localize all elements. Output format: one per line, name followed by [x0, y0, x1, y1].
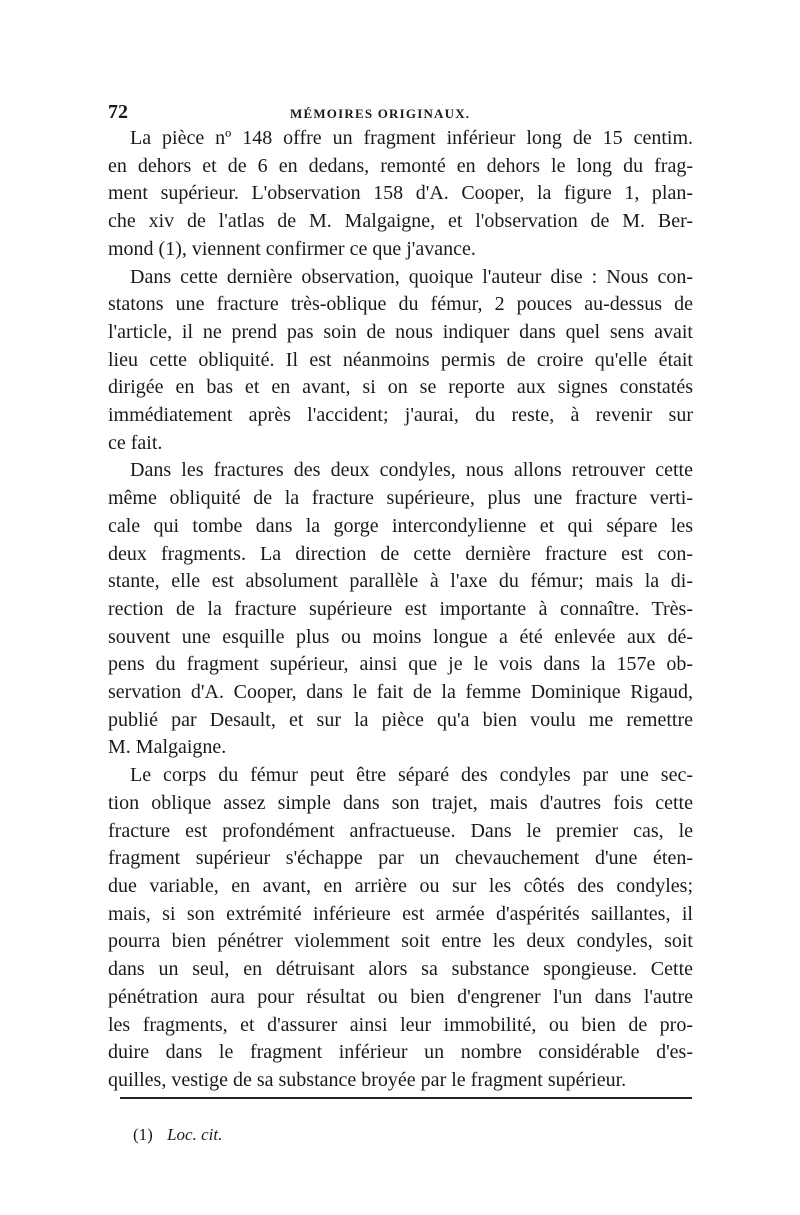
- text-line: La pièce nº 148 offre un fragment inférieur long de 15 centim.: [130, 127, 693, 149]
- running-head: [108, 95, 693, 121]
- body-text: [108, 125, 693, 1095]
- text-line: ce fait.: [108, 431, 163, 454]
- text-line: due variable, en avant, en arrière ou sur les côtés des condyles;: [108, 874, 693, 897]
- text-line: pourra bien pénétrer violemment soit entre les deux condyles, soit: [108, 930, 693, 953]
- footnote-text: Loc. cit.: [167, 1125, 223, 1144]
- text-line: les fragments, et d'assurer ainsi leur immobilité, ou bien de pro-: [108, 1013, 693, 1036]
- text-line: stante, elle est absolument parallèle à l'axe du fémur; mais la di-: [108, 570, 693, 593]
- text-line: mais, si son extrémité inférieure est armée d'aspérités saillantes, il: [108, 902, 693, 925]
- text-line: immédiatement après l'accident; j'aurai, du reste, à revenir sur: [108, 404, 693, 427]
- text-line: Dans cette dernière observation, quoique l'auteur dise : Nous con-: [130, 265, 693, 288]
- text-line: duire dans le fragment inférieur un nombre considérable d'es-: [108, 1041, 693, 1064]
- text-line: statons une fracture très-oblique du fémur, 2 pouces au-dessus de: [108, 293, 693, 316]
- running-title: MÉMOIRES ORIGINAUX.: [290, 106, 471, 121]
- text-line: publié par Desault, et sur la pièce qu'a bien voulu me remettre: [108, 708, 693, 731]
- text-line: même obliquité de la fracture supérieure, plus une fracture verti-: [108, 487, 693, 510]
- text-line: M. Malgaigne.: [108, 736, 227, 759]
- text-line: souvent une esquille plus ou moins longue a été enlevée aux dé-: [108, 625, 693, 648]
- page: [108, 95, 693, 1095]
- text-line: deux fragments. La direction de cette dernière fracture est con-: [108, 542, 693, 565]
- text-line: mond (1), viennent confirmer ce que j'avance.: [108, 237, 476, 260]
- text-line: rection de la fracture supérieure est importante à connaître. Très-: [108, 597, 693, 620]
- text-line: Le corps du fémur peut être séparé des condyles par une sec-: [130, 764, 693, 787]
- footnote: [133, 1125, 222, 1145]
- footnote-divider: [120, 1097, 692, 1099]
- text-line: dirigée en bas et en avant, si on se reporte aux signes constatés: [108, 376, 693, 399]
- text-line: fragment supérieur s'échappe par un chevauchement d'une éten-: [108, 847, 693, 870]
- text-line: tion oblique assez simple dans son trajet, mais d'autres fois cette: [108, 791, 693, 814]
- text-line: dans un seul, en détruisant alors sa substance spongieuse. Cette: [108, 958, 693, 981]
- text-line: pens du fragment supérieur, ainsi que je le vois dans la 157e ob-: [108, 653, 693, 676]
- text-line: che xiv de l'atlas de M. Malgaigne, et l'observation de M. Ber-: [108, 210, 693, 233]
- text-line: lieu cette obliquité. Il est néanmoins permis de croire qu'elle était: [108, 348, 693, 371]
- text-line: servation d'A. Cooper, dans le fait de la femme Dominique Rigaud,: [108, 681, 693, 704]
- footnote-mark: (1): [133, 1125, 153, 1144]
- text-line: quilles, vestige de sa substance broyée par le fragment supérieur.: [108, 1068, 627, 1091]
- text-line: fracture est profondément anfractueuse. Dans le premier cas, le: [108, 819, 693, 842]
- text-line: en dehors et de 6 en dedans, remonté en dehors le long du frag-: [108, 154, 693, 177]
- page-number: 72: [108, 101, 128, 123]
- text-line: cale qui tombe dans la gorge intercondylienne et qui sépare les: [108, 514, 693, 537]
- text-line: l'article, il ne prend pas soin de nous indiquer dans quel sens avait: [108, 320, 693, 343]
- text-line: Dans les fractures des deux condyles, nous allons retrouver cette: [130, 459, 693, 482]
- text-line: pénétration aura pour résultat ou bien d'engrener l'un dans l'autre: [108, 985, 693, 1008]
- text-line: ment supérieur. L'observation 158 d'A. Cooper, la figure 1, plan-: [108, 182, 693, 205]
